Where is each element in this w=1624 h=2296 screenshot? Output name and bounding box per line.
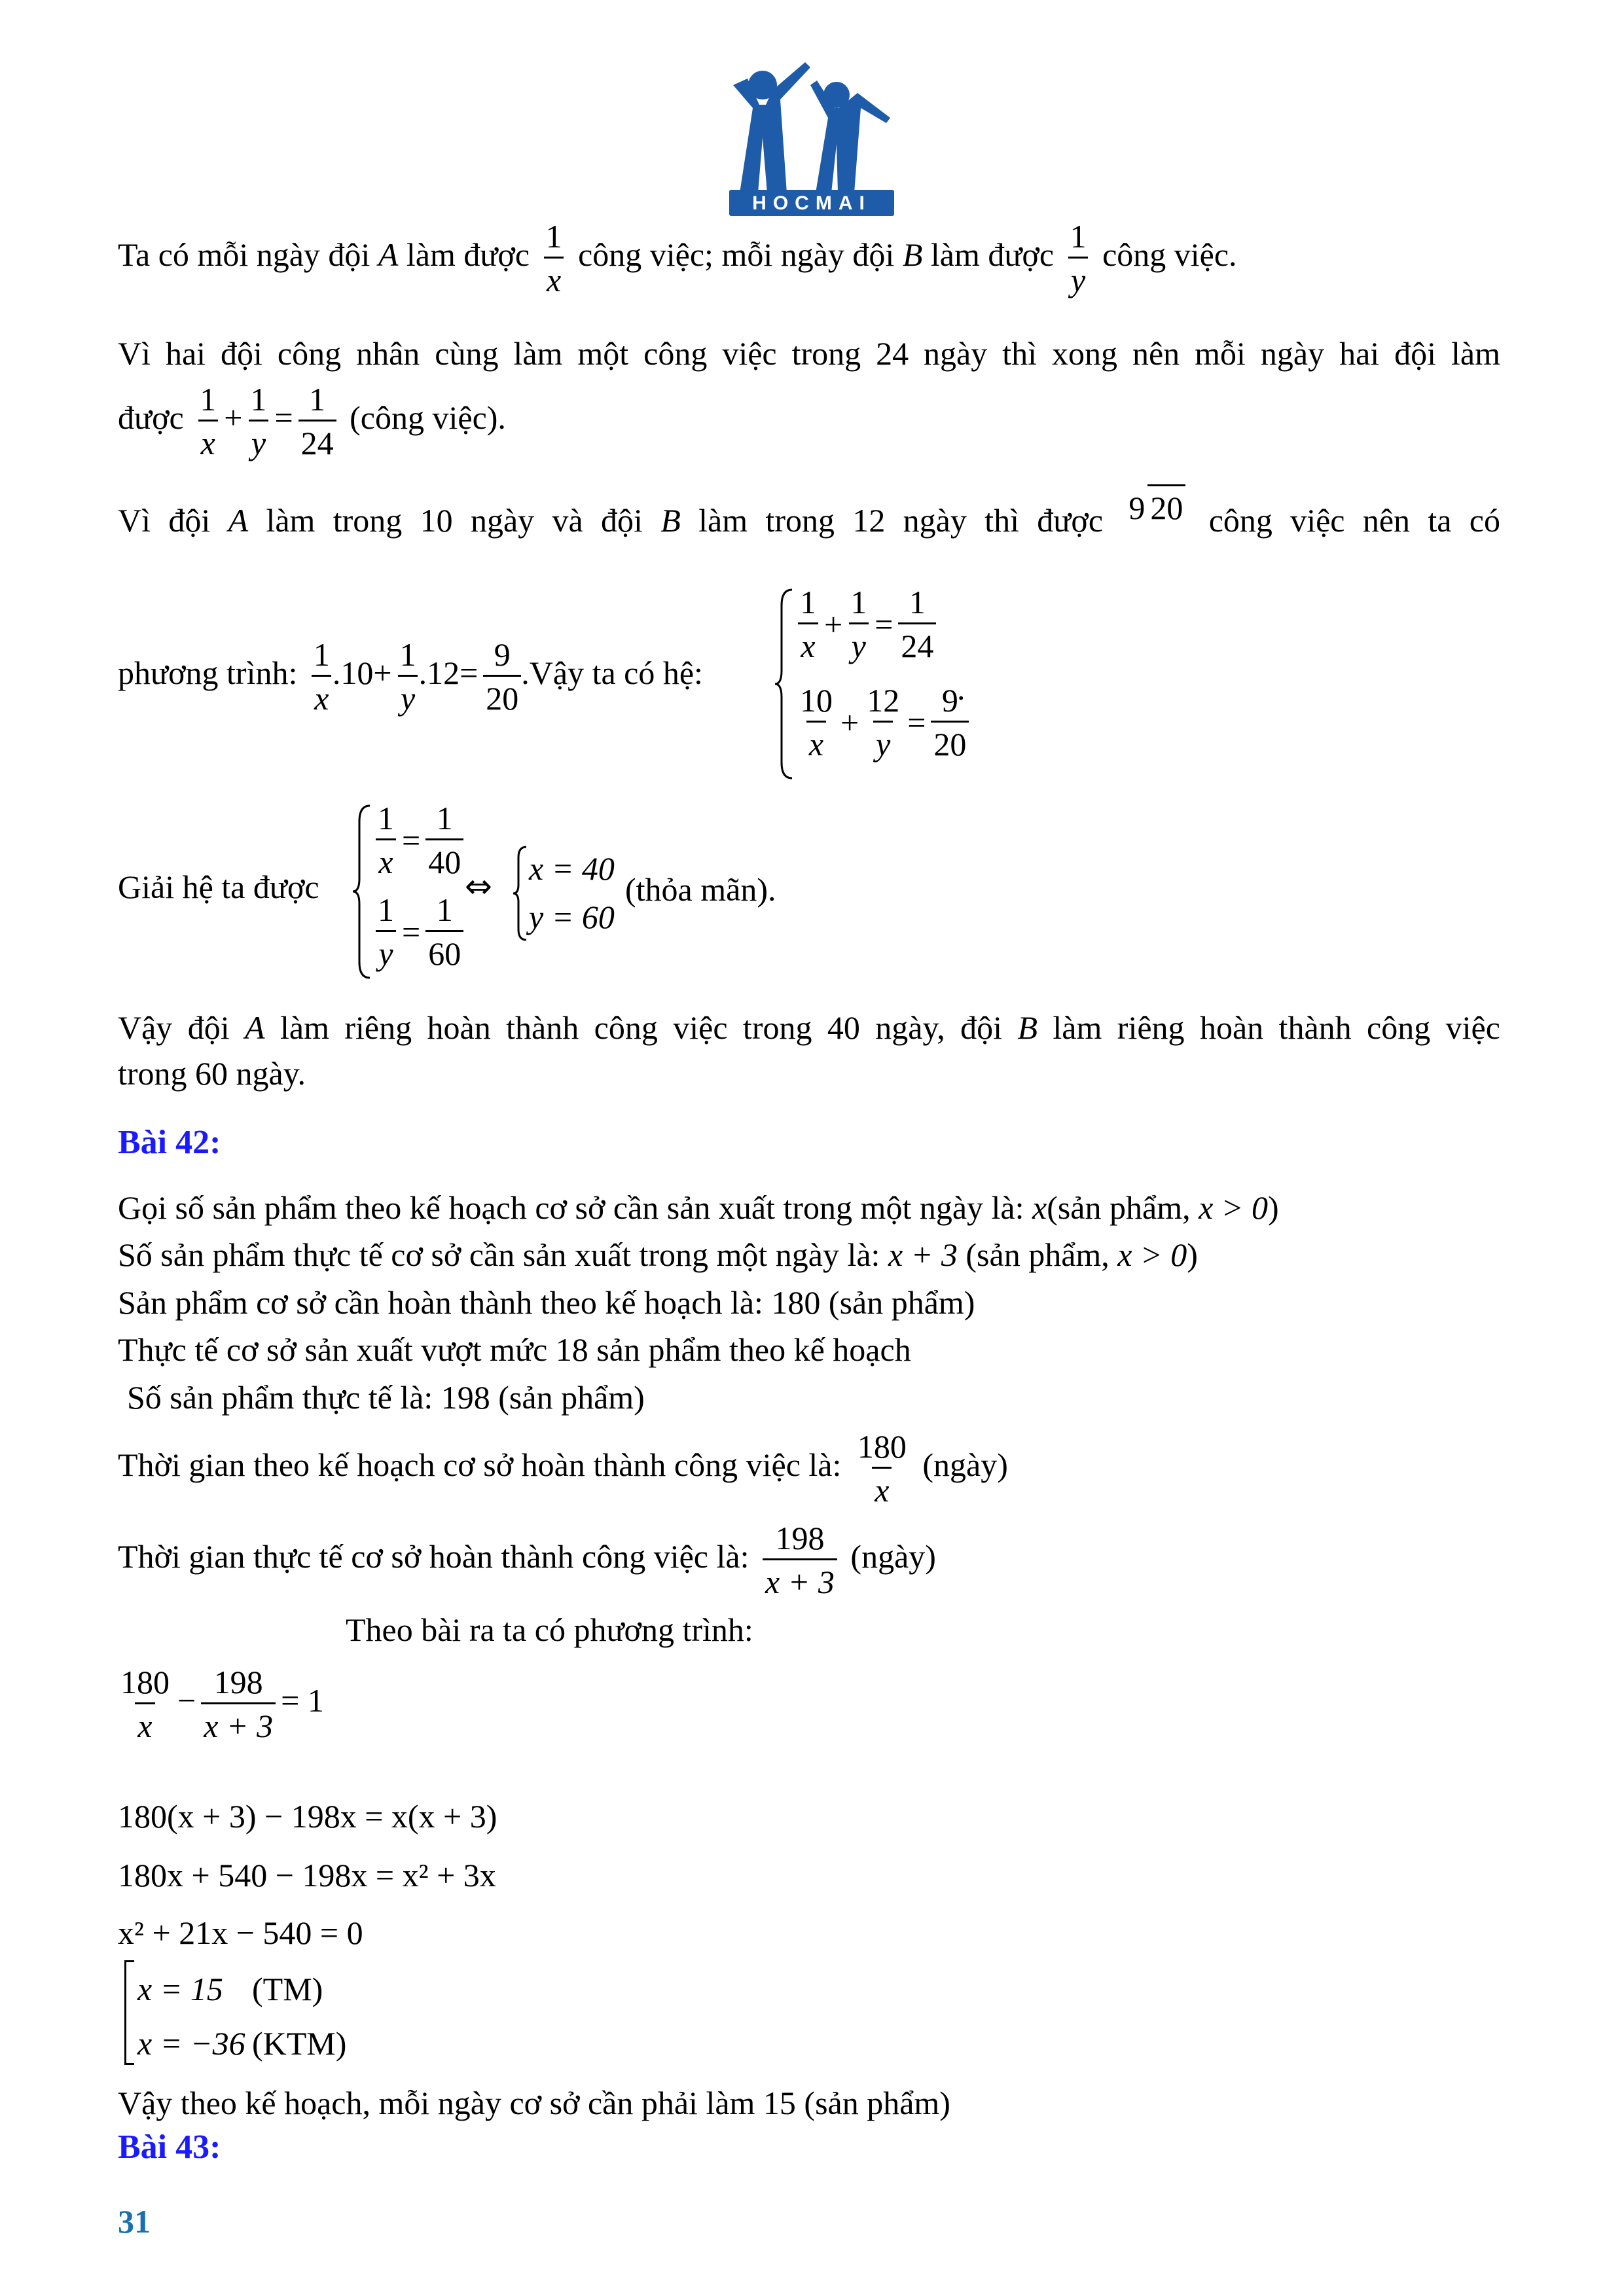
para-two-teams-line1: Vì hai đội công nhân cùng làm một công việc trong 24 ngày thì xong nên mỗi ngày hai đội làm [118, 335, 1500, 372]
heading-bai-43: Bài 43: [118, 2128, 221, 2166]
para-conclusion-line1: Vậy đội A làm riêng hoàn thành công việc trong 40 ngày, đội B làm riêng hoàn thành công việc [118, 1009, 1500, 1046]
b42-step2: 180x + 540 − 198x = x² + 3x [118, 1857, 496, 1893]
b42-line3: Sản phẩm cơ sở cần hoàn thành theo kế hoạch là: 180 (sản phẩm) [118, 1284, 975, 1321]
b42-line8: Theo bài ra ta có phương trình: [346, 1611, 753, 1648]
b42-root1-tag: (TM) [252, 1971, 323, 2007]
para-two-teams-line2: được $\frac{1}{x}$ + $\frac{1}{y}$ = $\frac{1}{24}$ (công việc). [118, 381, 506, 461]
text: (thỏa mãn). [625, 871, 776, 908]
b42-conclusion: Vậy theo kế hoạch, mỗi ngày cơ sở cần phải làm 15 (sản phẩm) [118, 2085, 950, 2121]
page-number: 31 [118, 2203, 151, 2240]
hocmai-logo [727, 59, 897, 219]
solution-bracket [124, 1960, 126, 2065]
hocmai-logo-icon [727, 59, 897, 219]
para-solve-system: Giải hệ ta được [118, 869, 319, 905]
system-of-equations-2: $\frac{1}{x}$ = $\frac{1}{40}$ $\frac{1}{y}$ = $\frac{1}{60}$ [350, 802, 481, 982]
left-brace-icon [511, 844, 530, 942]
b42-line1: Gọi số sản phẩm theo kế hoạch cơ sở cần sản xuất trong một ngày là: x(sản phẩm, x > 0) [118, 1189, 1279, 1226]
b42-equation: $\frac{180}{x}$ − $\frac{198}{x + 3}$ = 1 [120, 1664, 324, 1744]
fraction-1-x: $\frac{1}{x}$ [543, 220, 565, 296]
b42-line2: Số sản phẩm thực tế cơ sở cần sản xuất trong một ngày là: x + 3 (sản phẩm, x > 0) [118, 1236, 1198, 1273]
b42-step3: x² + 21x − 540 = 0 [118, 1914, 363, 1951]
para-equation: phương trình: $\frac{1}{x}$ .10+ $\frac{1}{y}$ .12= $\frac{9}{20}$ .Vậy ta có hệ: [118, 636, 703, 717]
b42-root2-tag: (KTM) [252, 2025, 347, 2062]
equivalence-arrow: ⇔ [465, 867, 492, 905]
system-of-equations-3: x = 40 y = 60 [511, 844, 622, 942]
fraction-1-y: $\frac{1}{y}$ [1068, 220, 1089, 296]
text: Ta có mỗi ngày đội [118, 236, 370, 273]
text: công việc; mỗi ngày đội [578, 236, 895, 273]
text: công việc. [1102, 236, 1237, 273]
b42-line5: Số sản phẩm thực tế là: 198 (sản phẩm) [127, 1379, 645, 1416]
var-a: A [378, 236, 399, 273]
b42-line6: Thời gian theo kế hoạch cơ sở hoàn thành công việc là: $\frac{180}{x}$ (ngày) [118, 1428, 1008, 1509]
text: làm được [406, 236, 530, 273]
var-b: B [902, 236, 923, 273]
para-team-rates [118, 220, 1237, 296]
svg-text:HOCMAI: HOCMAI [752, 192, 871, 214]
b42-line4: Thực tế cơ sở sản xuất vượt mức 18 sản phẩm theo kế hoạch [118, 1331, 911, 1368]
heading-bai-42: Bài 42: [118, 1124, 221, 1161]
text: làm được [930, 236, 1055, 273]
b42-root2: x = −36 [137, 2025, 245, 2062]
system-of-equations-1: $\frac{1}{x}$ + $\frac{1}{y}$ = $\frac{1}{24}$ $\frac{10}{x}$ + $\frac{12}{y}$ = $\frac{9}{20}$ . [772, 586, 988, 782]
b42-step1: 180(x + 3) − 198x = x(x + 3) [118, 1798, 497, 1835]
para-conclusion-line2: trong 60 ngày. [118, 1055, 306, 1092]
b42-line7: Thời gian thực tế cơ sở hoàn thành công việc là: $\frac{198}{x + 3}$ (ngày) [118, 1520, 936, 1600]
b42-root1: x = 15 [137, 1971, 223, 2007]
para-equation-intro: Vì đội A làm trong 10 ngày và đội B làm trong 12 ngày thì được 9 20 công việc nên ta có [118, 504, 1500, 537]
